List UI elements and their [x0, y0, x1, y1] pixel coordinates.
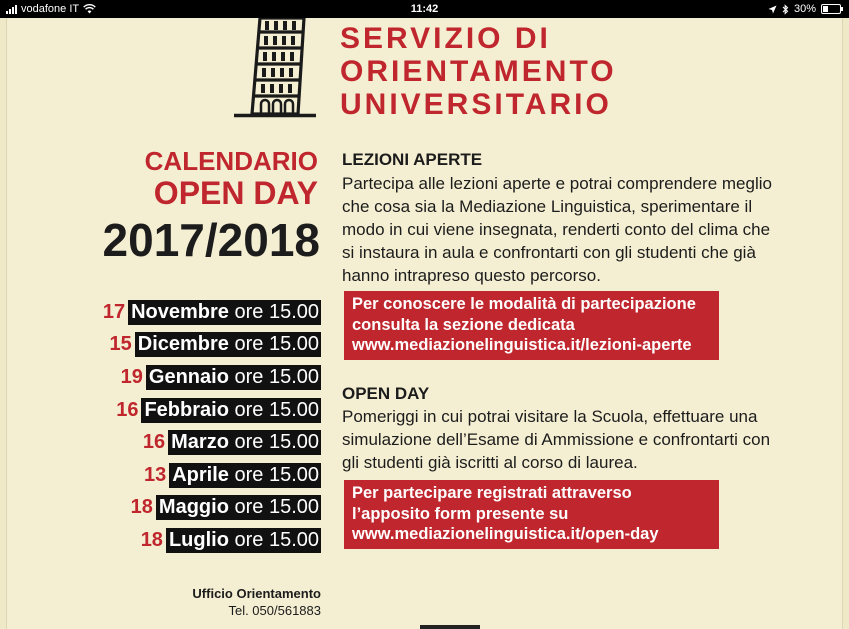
date-time: ore 15.00 [234, 398, 319, 421]
date-day: 18 [140, 528, 163, 551]
date-month: Gennaio [148, 365, 229, 388]
date-month: Dicembre [137, 333, 229, 356]
calendar-heading-line1: CALENDARIO [144, 146, 318, 176]
clock: 11:42 [410, 3, 439, 15]
date-month: Aprile [172, 463, 229, 486]
box-line: Per conoscere le modalità di partecipazione [352, 295, 696, 313]
date-month: Luglio [168, 528, 229, 551]
date-box [168, 430, 321, 455]
date-box [146, 365, 321, 390]
box-line: l’apposito form presente su [352, 504, 569, 523]
page-edge-right [842, 18, 849, 629]
date-list [103, 296, 321, 557]
date-day: 17 [102, 300, 126, 323]
text-line: modo in cui viene insegnata, renderti conto del clima che [342, 220, 771, 239]
date-time: ore 15.00 [234, 431, 319, 454]
box-line: Per partecipare registrati attraverso [352, 484, 632, 502]
text-line: si instaura in aula e confrontarti con gli studenti che già [342, 243, 756, 262]
date-box [128, 300, 321, 325]
carrier-label: vodafone IT [21, 3, 80, 15]
openday-info-box [344, 480, 719, 549]
bluetooth-icon [782, 4, 789, 15]
text-line: che cosa sia la Mediazione Linguistica, sperimentare il [342, 197, 753, 216]
date-month: Febbraio [144, 398, 229, 421]
text-line: simulazione dell’Esame di Ammissione e confrontarti con [342, 430, 771, 449]
date-month: Novembre [131, 300, 229, 323]
date-item [103, 426, 321, 459]
date-day: 16 [142, 431, 166, 454]
office-contact [120, 585, 321, 619]
date-day: 18 [130, 496, 153, 519]
date-item [103, 296, 321, 329]
page-edge-left [0, 18, 7, 629]
date-box [169, 463, 321, 488]
calendar-year: 2017/2018 [102, 214, 320, 266]
status-bar [0, 0, 849, 18]
office-name: Ufficio Orientamento [192, 586, 321, 601]
battery-percent: 30% [793, 3, 816, 15]
lezioni-link[interactable]: www.mediazionelinguistica.it/lezioni-aperte [352, 336, 692, 354]
title-line: ORIENTAMENTO [340, 55, 617, 88]
date-box [166, 528, 321, 553]
title-line: UNIVERSITARIO [340, 88, 612, 121]
page-title [340, 22, 617, 121]
date-item [103, 329, 321, 362]
box-line: consulta la sezione dedicata [352, 315, 575, 334]
location-icon [768, 5, 777, 14]
openday-link[interactable]: www.mediazionelinguistica.it/open-day [352, 525, 659, 543]
office-phone[interactable]: Tel. 050/561883 [228, 603, 321, 618]
date-day: 16 [116, 398, 139, 421]
date-month: Marzo [171, 431, 229, 454]
date-item [103, 361, 321, 394]
text-line: Pomeriggi in cui potrai visitare la Scuola, effettuare una [342, 407, 758, 426]
leaning-tower-icon [232, 18, 318, 118]
text-line: gli studenti già iscritti al corso di laurea. [342, 453, 638, 472]
date-item [103, 492, 321, 525]
date-day: 15 [109, 333, 132, 356]
date-time: ore 15.00 [234, 365, 319, 388]
date-box [141, 398, 321, 423]
calendar-heading-line2: OPEN DAY [153, 175, 318, 211]
date-box [156, 495, 321, 520]
date-time: ore 15.00 [234, 496, 319, 519]
date-month: Maggio [158, 496, 229, 519]
title-line: SERVIZIO DI [340, 22, 551, 55]
openday-description [342, 405, 812, 474]
date-box [135, 332, 321, 357]
lezioni-info-box [344, 291, 719, 360]
lezioni-description [342, 172, 812, 287]
date-item [103, 459, 321, 492]
battery-icon [821, 4, 841, 14]
date-time: ore 15.00 [234, 300, 319, 323]
text-line: hanno intrapreso questo percorso. [342, 266, 601, 285]
date-time: ore 15.00 [234, 333, 319, 356]
calendar-heading [40, 146, 318, 210]
page-bottom-mark [420, 625, 480, 629]
date-day: 13 [143, 463, 167, 486]
date-day: 19 [120, 365, 143, 388]
date-item [103, 394, 321, 427]
lezioni-heading: LEZIONI APERTE [342, 150, 483, 169]
date-time: ore 15.00 [234, 528, 319, 551]
text-line: Partecipa alle lezioni aperte e potrai comprendere meglio [342, 174, 772, 193]
openday-heading: OPEN DAY [342, 384, 430, 403]
date-item [103, 524, 321, 557]
date-time: ore 15.00 [234, 463, 319, 486]
